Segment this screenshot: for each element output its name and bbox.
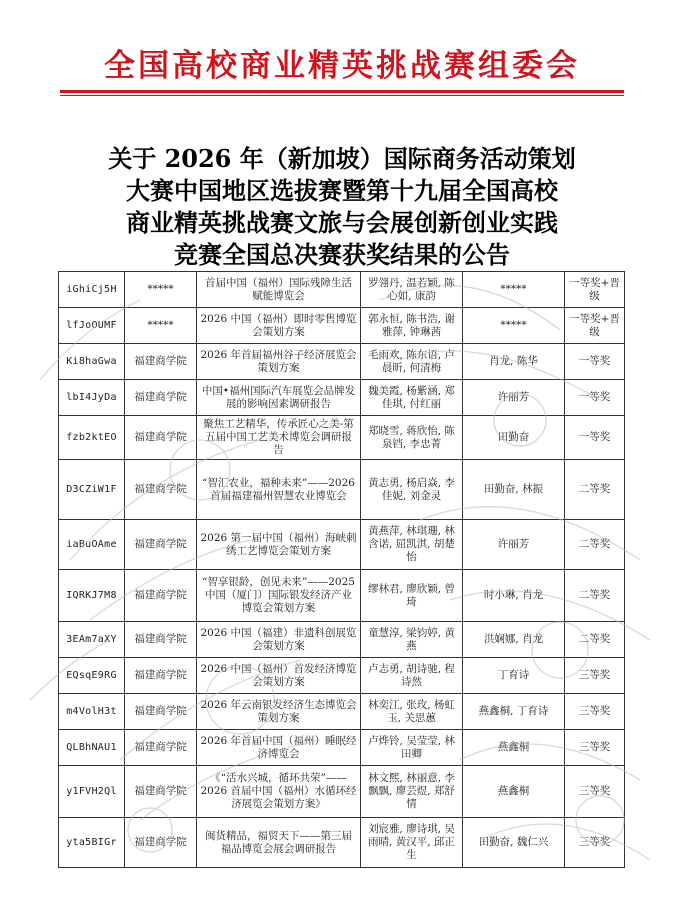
table-row	[59, 344, 625, 380]
result-project-title: 2026 中国（福州）即时零售博览会策划方案	[197, 308, 361, 344]
table-row	[59, 730, 625, 766]
table-row	[59, 570, 625, 622]
result-school: 福建商学院	[125, 818, 197, 868]
result-team-members: 黄志勇, 杨启焱, 李佳妮, 刘金灵	[361, 460, 463, 520]
results-table	[58, 271, 625, 868]
result-project-title: 闽货精品，福贸天下——第三届福品博览会展会调研报告	[197, 818, 361, 868]
result-award: 二等奖	[565, 570, 625, 622]
result-advisor: 许丽芳	[463, 520, 565, 570]
result-code: iaBuOAme	[59, 520, 125, 570]
result-project-title: 2026 年首届中国（福州）睡眠经济博览会	[197, 730, 361, 766]
result-code: QLBhNAU1	[59, 730, 125, 766]
result-code: IQRKJ7M8	[59, 570, 125, 622]
result-school: 福建商学院	[125, 570, 197, 622]
result-advisor: 时小琳, 肖龙	[463, 570, 565, 622]
result-award: 三等奖	[565, 818, 625, 868]
result-code: yta5BIGr	[59, 818, 125, 868]
header-rule-thick	[60, 90, 624, 93]
result-school: 福建商学院	[125, 344, 197, 380]
result-award: 二等奖	[565, 460, 625, 520]
organizer-header: 全国高校商业精英挑战赛组委会	[104, 48, 580, 84]
result-project-title: “智汇农业，福种未来”——2026 首届福建福州智慧农业博览会	[197, 460, 361, 520]
result-school: 福建商学院	[125, 416, 197, 460]
result-advisor: 燕鑫桐, 丁育诗	[463, 694, 565, 730]
result-team-members: 刘宸雅, 廖诗琪, 吴雨晴, 黄汉平, 邱正生	[361, 818, 463, 868]
result-project-title: “智享银龄，创见未来”——2025 中国（厦门）国际银发经济产业博览会策划方案	[197, 570, 361, 622]
result-award: 一等奖	[565, 344, 625, 380]
result-code: y1FVH2Ql	[59, 766, 125, 818]
result-project-title: 2026 年首届福州谷子经济展览会策划方案	[197, 344, 361, 380]
result-team-members: 缪林君, 廖欣颖, 曾琦	[361, 570, 463, 622]
result-school: *****	[125, 308, 197, 344]
title-line: 大赛中国地区选拔赛暨第十九届全国高校	[126, 176, 558, 205]
result-project-title: 2026 年云南银发经济生态博览会策划方案	[197, 694, 361, 730]
header-rule-thin	[60, 95, 624, 96]
result-team-members: 罗翎丹, 温若颖, 陈心如, 康韵	[361, 272, 463, 308]
result-advisor: 田勤奋, 魏仁兴	[463, 818, 565, 868]
result-code: iGhiCj5H	[59, 272, 125, 308]
result-project-title: 《“活水兴城，循环共荣”——2026 首届中国（福州）水循环经济展览会策划方案》	[197, 766, 361, 818]
table-row	[59, 520, 625, 570]
title-line: 竞赛全国总决赛获奖结果的公告	[174, 240, 510, 269]
result-award: 三等奖	[565, 766, 625, 818]
result-school: 福建商学院	[125, 730, 197, 766]
table-row	[59, 694, 625, 730]
table-row	[59, 460, 625, 520]
result-code: 3EAm7aXY	[59, 622, 125, 658]
table-row	[59, 658, 625, 694]
result-advisor: 许丽芳	[463, 380, 565, 416]
result-school: 福建商学院	[125, 460, 197, 520]
result-project-title: 2026 中国（福州）首发经济博览会策划方案	[197, 658, 361, 694]
document-title	[40, 143, 644, 271]
result-award: 三等奖	[565, 694, 625, 730]
result-award: 一等奖+晋级	[565, 308, 625, 344]
result-school: *****	[125, 272, 197, 308]
result-advisor: 田勤奋, 林振	[463, 460, 565, 520]
result-code: lfJoOUMF	[59, 308, 125, 344]
results-table-body	[59, 272, 625, 868]
result-award: 三等奖	[565, 730, 625, 766]
result-project-title: 2026 第一届中国（福州）海峡刺绣工艺博览会策划方案	[197, 520, 361, 570]
result-advisor: 肖龙, 陈华	[463, 344, 565, 380]
result-award: 一等奖+晋级	[565, 272, 625, 308]
result-advisor: *****	[463, 272, 565, 308]
result-code: EQsqE9RG	[59, 658, 125, 694]
result-school: 福建商学院	[125, 766, 197, 818]
title-line: 商业精英挑战赛文旅与会展创新创业实践	[126, 208, 558, 237]
result-team-members: 毛雨欢, 陈东语, 卢晨昕, 何清梅	[361, 344, 463, 380]
result-award: 二等奖	[565, 520, 625, 570]
result-project-title: 聚焦工艺精华，传承匠心之美-第五届中国工艺美术博览会调研报告	[197, 416, 361, 460]
result-team-members: 林奕江, 张玫, 杨虹玉, 关思蕙	[361, 694, 463, 730]
result-code: lbI4JyDa	[59, 380, 125, 416]
result-project-title: 首届中国（福州）国际残障生活赋能博览会	[197, 272, 361, 308]
result-project-title: 中国•福州国际汽车展览会品牌发展的影响因素调研报告	[197, 380, 361, 416]
result-team-members: 黄燕萍, 林琪珊, 林含诺, 屈凯淇, 胡楚怡	[361, 520, 463, 570]
result-school: 福建商学院	[125, 520, 197, 570]
result-code: D3CZiW1F	[59, 460, 125, 520]
result-team-members: 郑晓雪, 蒋欣怡, 陈泉铛, 李忠菁	[361, 416, 463, 460]
result-advisor: 丁育诗	[463, 658, 565, 694]
result-team-members: 童慧淳, 梁钧婷, 黄燕	[361, 622, 463, 658]
table-row	[59, 380, 625, 416]
table-row	[59, 766, 625, 818]
result-advisor: 田勤奋	[463, 416, 565, 460]
result-advisor: *****	[463, 308, 565, 344]
title-line: 关于 2026 年（新加坡）国际商务活动策划	[108, 144, 576, 173]
result-project-title: 2026 中国（福建）非遗科创展览会策划方案	[197, 622, 361, 658]
result-advisor: 燕鑫桐	[463, 730, 565, 766]
result-code: fzb2ktEO	[59, 416, 125, 460]
table-row	[59, 272, 625, 308]
result-team-members: 卢志勇, 胡诗驰, 程诗然	[361, 658, 463, 694]
result-team-members: 卢烨铃, 吴莹莹, 林田卿	[361, 730, 463, 766]
result-advisor: 洪娴娜, 肖龙	[463, 622, 565, 658]
result-school: 福建商学院	[125, 622, 197, 658]
table-row	[59, 416, 625, 460]
table-row	[59, 818, 625, 868]
result-award: 一等奖	[565, 416, 625, 460]
table-row	[59, 308, 625, 344]
result-school: 福建商学院	[125, 380, 197, 416]
result-advisor: 燕鑫桐	[463, 766, 565, 818]
result-school: 福建商学院	[125, 658, 197, 694]
result-code: m4VolH3t	[59, 694, 125, 730]
result-school: 福建商学院	[125, 694, 197, 730]
result-award: 三等奖	[565, 658, 625, 694]
result-code: Ki8haGwa	[59, 344, 125, 380]
result-team-members: 林文煕, 林丽意, 李飘飘, 廖芸煜, 郑舒情	[361, 766, 463, 818]
table-row	[59, 622, 625, 658]
result-award: 二等奖	[565, 622, 625, 658]
result-team-members: 郭永恒, 陈书浩, 谢雅萍, 钟琳茜	[361, 308, 463, 344]
result-award: 一等奖	[565, 380, 625, 416]
result-team-members: 魏美霞, 杨紫涵, 郑佳琪, 付红丽	[361, 380, 463, 416]
